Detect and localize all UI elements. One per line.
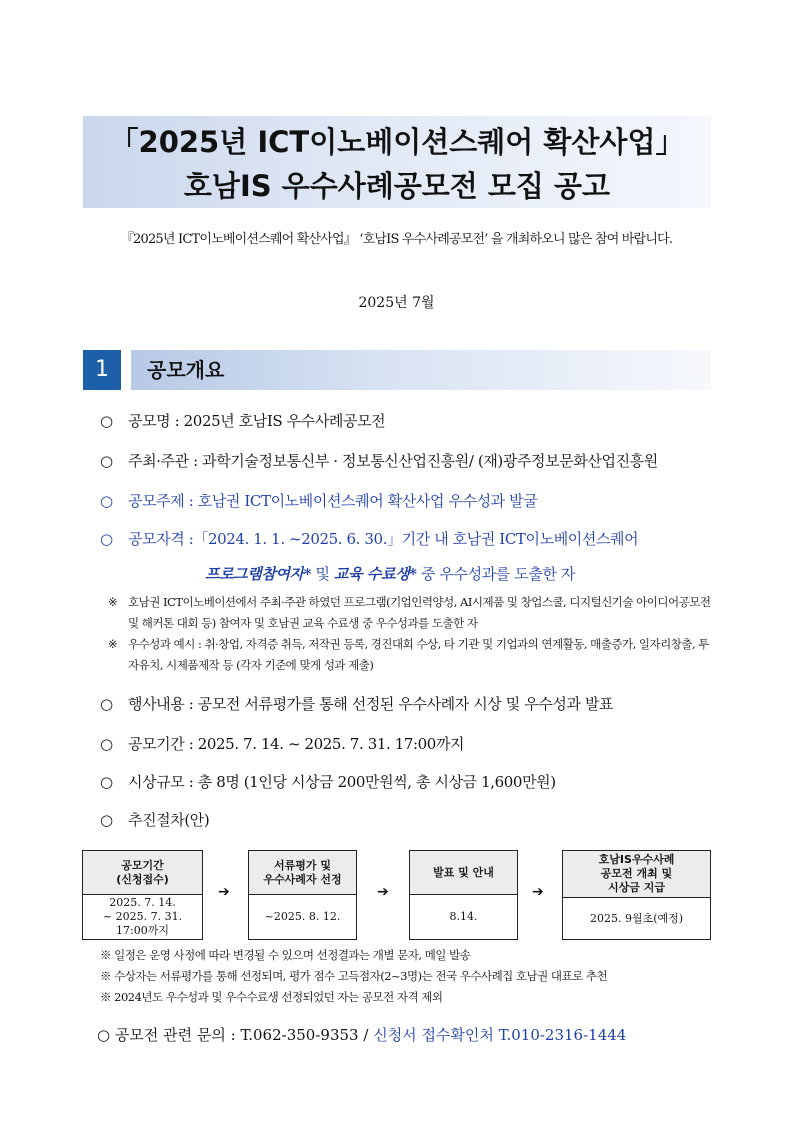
contact-phone: T.062-350-9353 — [240, 1026, 359, 1044]
circle-bullet-icon: ○ — [100, 695, 113, 713]
note-1: ※ 호남권 ICT이노베이션에서 주최·주관 하였던 프로그램(기업인력양성, AI시제품 및 창업스쿨, 디지털신기술 아이디어공모전 및 해커톤 대회 등) 참여자 및 호남권 교육 수료생 중 우수성과를 도출한 자 — [108, 595, 711, 630]
item-prize: ○ 시상규모 : 총 8명 (1인당 시상금 200만원씩, 총 시상금 1,600만원) — [100, 773, 556, 791]
item-host: ○ 주최·주관 : 과학기술정보통신부 · 정보통신산업진흥원/ (재)광주정보문화산업진흥원 — [100, 452, 658, 470]
footnote-2: ※ 수상자는 서류평가를 통해 선정되며, 평가 점수 고득점자(2~3명)는 전국 우수사례집 호남권 대표로 추천 — [100, 969, 608, 983]
item-qualification-cont: 프로그램참여자* 및 교육 수료생* 중 우수성과를 도출한 자 — [205, 565, 575, 583]
title-banner — [83, 116, 711, 208]
item-contest-name: ○ 공모명 : 2025년 호남IS 우수사례공모전 — [100, 412, 386, 430]
circle-bullet-icon: ○ — [100, 452, 113, 470]
arrow-right-icon: ➔ — [218, 884, 230, 900]
circle-bullet-icon: ○ — [100, 773, 113, 791]
note-2: ※ 우수성과 예시 : 취·창업, 자격증 취득, 저작권 등록, 경진대회 수상, 타 기관 및 기업과의 연계활동, 매출증가, 일자리창출, 투자유치, 시제품제작 등 (각자 기준에 맞게 성과 제출) — [108, 637, 709, 672]
arrow-right-icon: ➔ — [377, 884, 389, 900]
circle-bullet-icon: ○ — [100, 530, 113, 548]
arrow-right-icon: ➔ — [532, 884, 544, 900]
flow-step-1: 공모기간 (신청접수) 2025. 7. 14. ~ 2025. 7. 31. 17:00까지 — [82, 850, 203, 940]
item-qualification: ○ 공모자격 :「2024. 1. 1. ~2025. 6. 30.」기간 내 호남권 ICT이노베이션스퀘어 — [100, 530, 639, 548]
contact-reception: 신청서 접수확인처 T.010-2316-1444 — [373, 1026, 627, 1044]
section-bar — [131, 350, 711, 390]
flow-step-3: 발표 및 안내 8.14. — [409, 850, 518, 940]
title-line-2: 호남IS 우수사례공모전 모집 공고 — [183, 169, 611, 203]
intro-text: 『2025년 ICT이노베이션스퀘어 확산사업』 ‘호남IS 우수사례공모전’ 을 개최하오니 많은 참여 바랍니다. — [120, 232, 673, 247]
circle-bullet-icon: ○ — [100, 412, 113, 430]
announcement-date: 2025년 7월 — [358, 295, 435, 311]
contact-line: ○ 공모전 관련 문의 : T.062-350-9353 / 신청서 접수확인처 T.010-2316-1444 — [97, 1026, 627, 1044]
title-line-1: 「2025년 ICT이노베이션스퀘어 확산사업」 — [109, 125, 685, 159]
circle-bullet-icon: ○ — [100, 811, 113, 829]
section-number: 1 — [83, 350, 121, 390]
item-period: ○ 공모기간 : 2025. 7. 14. ~ 2025. 7. 31. 17:00까지 — [100, 735, 465, 753]
item-topic: ○ 공모주제 : 호남권 ICT이노베이션스퀘어 확산사업 우수성과 발굴 — [100, 492, 538, 510]
item-process: ○ 추진절차(안) — [100, 811, 210, 829]
section-header — [83, 350, 711, 390]
section-title: 공모개요 — [147, 358, 225, 382]
footnote-1: ※ 일정은 운영 사정에 따라 변경될 수 있으며 선정결과는 개별 문자, 메일 발송 — [100, 948, 471, 962]
footnote-3: ※ 2024년도 우수성과 및 우수수료생 선정되었던 자는 공모전 자격 제외 — [100, 990, 443, 1004]
circle-bullet-icon: ○ — [100, 735, 113, 753]
item-event: ○ 행사내용 : 공모전 서류평가를 통해 선정된 우수사례자 시상 및 우수성과 발표 — [100, 695, 614, 713]
flow-step-4: 호남IS우수사례 공모전 개최 및 시상금 지급 2025. 9월초(예정) — [562, 850, 711, 940]
flow-step-2: 서류평가 및 우수사례자 선정 ~2025. 8. 12. — [248, 850, 357, 940]
circle-bullet-icon: ○ — [100, 492, 113, 510]
